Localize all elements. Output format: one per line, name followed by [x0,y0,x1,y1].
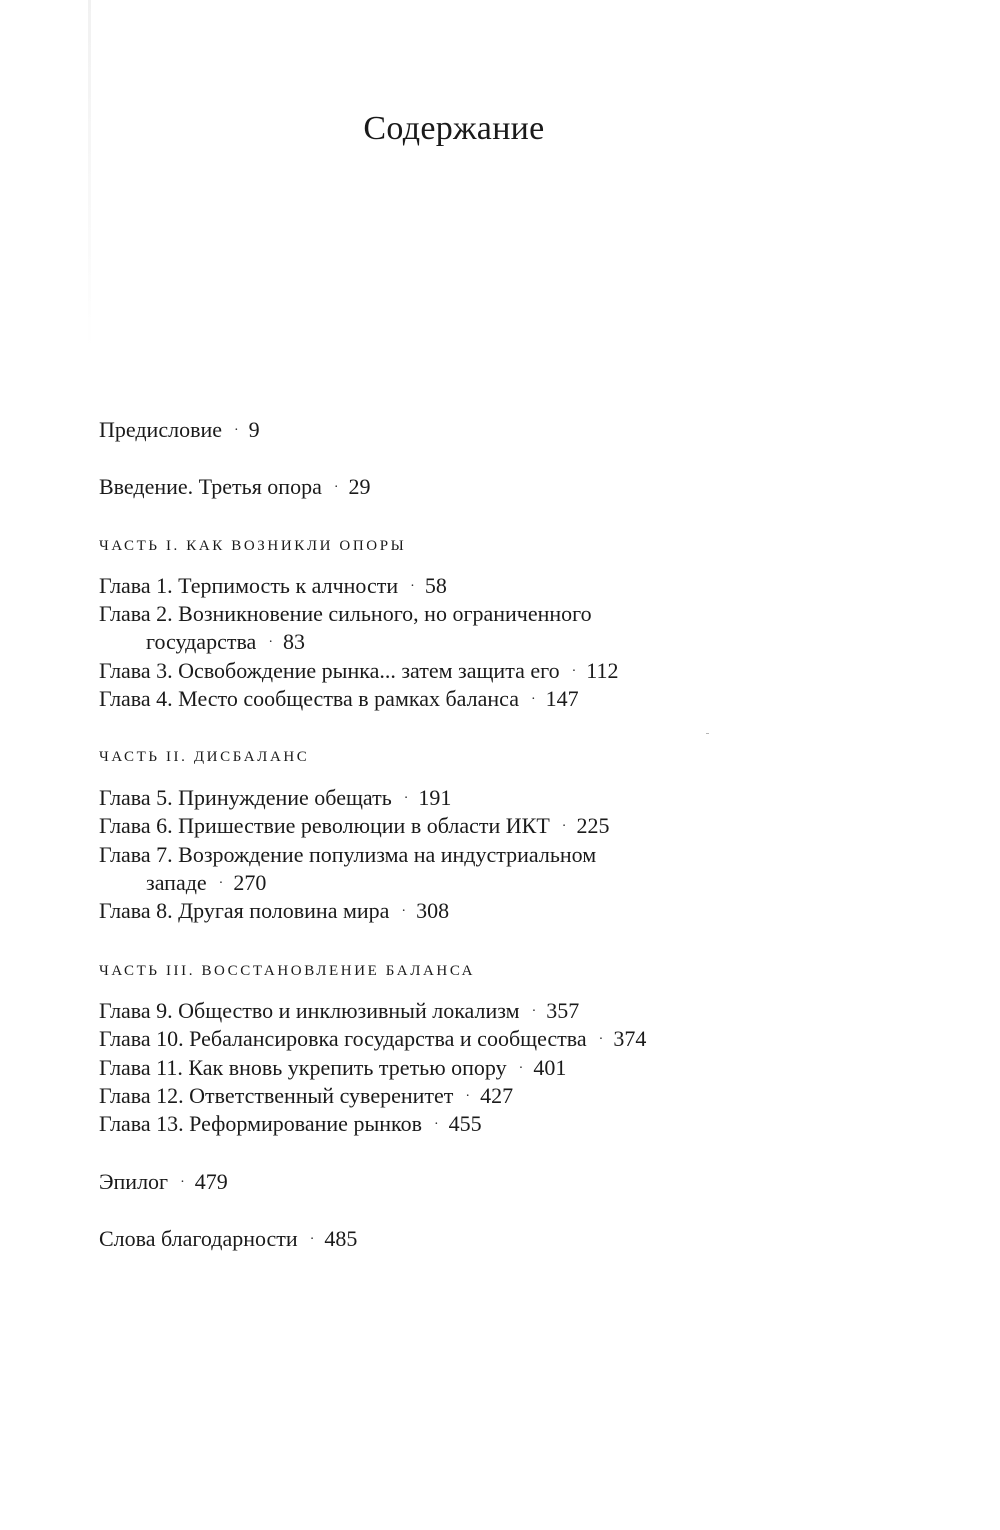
entry-label-continued: западе [146,870,207,895]
toc-entry-chapter-2-continued[interactable] [146,628,305,660]
part-heading-3: ЧАСТЬ III. ВОССТАНОВЛЕНИЕ БАЛАНСА [99,963,476,979]
entry-label: Глава 6. Пришествие революции в области ИКТ [99,813,550,838]
toc-entry-introduction[interactable] [99,473,371,505]
separator-dot: · [530,692,536,707]
entry-page: 374 [613,1026,647,1051]
entry-label: Глава 7. Возрождение популизма на индустриальном [99,842,597,867]
toc-entry-acknowledgements[interactable] [99,1225,357,1257]
entry-page: 308 [416,898,450,923]
separator-dot: · [333,480,339,495]
entry-page: 479 [194,1169,228,1194]
entry-page: 9 [248,417,260,442]
entry-label: Глава 3. Освобождение рынка... затем защита его [99,658,560,683]
entry-page: 83 [282,629,305,654]
part-heading-1: ЧАСТЬ I. КАК ВОЗНИКЛИ ОПОРЫ [99,538,407,554]
entry-label: Глава 2. Возникновение сильного, но ограниченного [99,601,592,626]
separator-dot: · [309,1232,315,1247]
separator-dot: · [268,635,273,650]
entry-label: Глава 10. Ребалансировка государства и сообщества [99,1026,587,1051]
entry-page: 357 [546,998,580,1023]
separator-dot: · [598,1032,604,1047]
separator-dot: · [410,579,415,594]
toc-entry-chapter-13[interactable] [99,1110,482,1142]
entry-label: Глава 11. Как вновь укрепить третью опору [99,1055,507,1080]
toc-entry-chapter-2[interactable] [99,600,592,628]
entry-label: Предисловие [99,417,222,442]
toc-entry-chapter-4[interactable] [99,685,579,717]
entry-page: 191 [418,785,452,810]
entry-label: Слова благодарности [99,1226,298,1251]
page-title: Содержание [363,110,545,147]
toc-entry-preface[interactable] [99,416,260,448]
entry-label: Глава 13. Реформирование рынков [99,1111,422,1136]
entry-page: 485 [324,1226,358,1251]
part-heading-2: ЧАСТЬ II. ДИСБАЛАНС [99,749,310,765]
entry-label: Глава 4. Место сообщества в рамках баланса [99,686,519,711]
entry-page: 455 [448,1111,482,1136]
entry-page: 401 [533,1055,567,1080]
toc-entry-chapter-10[interactable] [99,1025,646,1057]
entry-label: Глава 9. Общество и инклюзивный локализм [99,998,520,1023]
entry-page: 112 [586,658,619,683]
binding-gutter-shadow [88,0,91,350]
separator-dot: · [218,876,224,891]
entry-label: Глава 8. Другая половина мира [99,898,390,923]
entry-label: Глава 5. Принуждение обещать [99,785,392,810]
separator-dot: · [234,423,239,438]
toc-entry-epilogue[interactable] [99,1168,228,1200]
entry-page: 147 [545,686,579,711]
separator-dot: · [403,791,409,806]
separator-dot: · [180,1175,185,1190]
separator-dot: · [561,819,567,834]
scan-speck [706,733,709,734]
entry-page: 270 [233,870,267,895]
entry-label: Глава 12. Ответственный суверенитет [99,1083,454,1108]
entry-page: 427 [480,1083,514,1108]
toc-entry-chapter-7[interactable] [99,841,596,869]
entry-label: Введение. Третья опора [99,474,322,499]
separator-dot: · [571,664,577,679]
entry-label-continued: государства [146,629,257,654]
separator-dot: · [401,904,407,919]
separator-dot: · [465,1089,471,1104]
toc-entry-chapter-8[interactable] [99,897,449,929]
toc-entry-chapter-6[interactable] [99,812,609,844]
separator-dot: · [433,1117,439,1132]
separator-dot: · [531,1004,537,1019]
entry-label: Эпилог [99,1169,169,1194]
entry-label: Глава 1. Терпимость к алчности [99,573,399,598]
entry-page: 225 [576,813,610,838]
separator-dot: · [518,1061,524,1076]
entry-page: 29 [348,474,371,499]
entry-page: 58 [424,573,447,598]
